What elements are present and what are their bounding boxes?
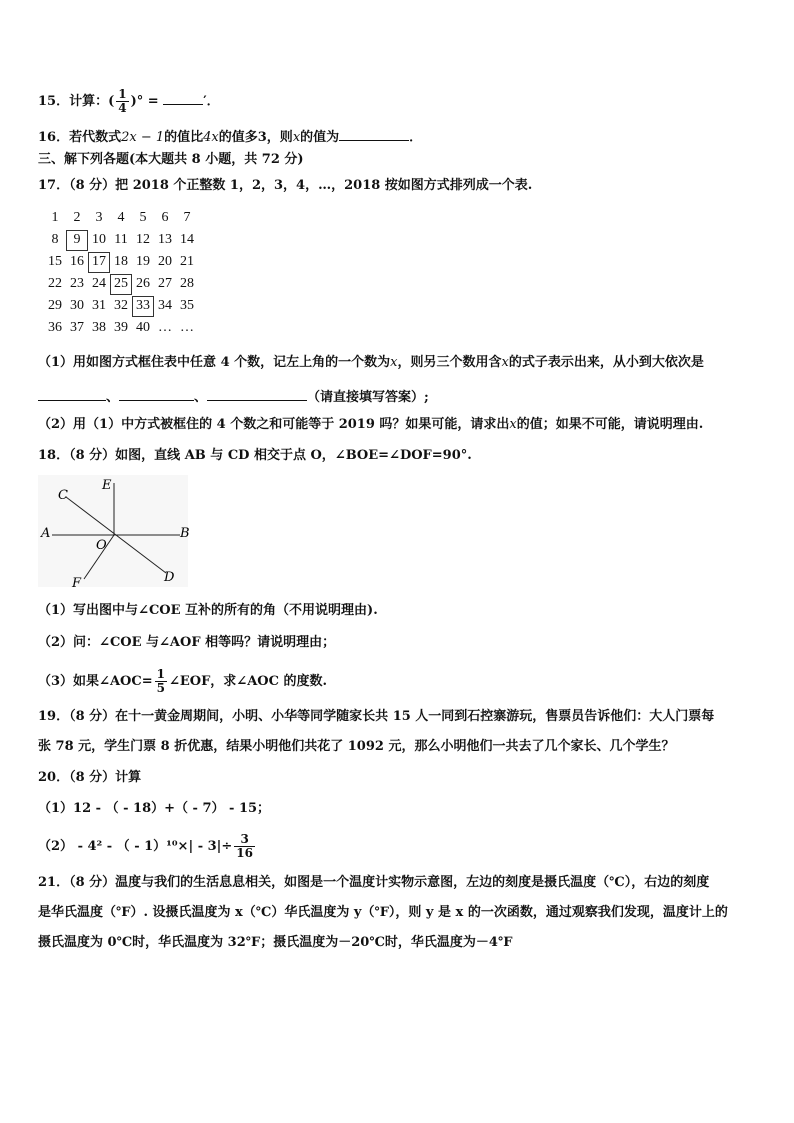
table-cell: 35 [180,298,194,313]
question-20-title: 20．（8 分）计算 [38,770,142,785]
table-cell: 5 [139,210,147,225]
fraction-three-sixteenths: $\frac{3}{16}$ [236,832,253,860]
intersecting-lines-figure [38,475,190,591]
table-cell: 23 [70,276,84,291]
table-cell: … [180,320,194,335]
table-cell: 27 [158,276,172,291]
label-e: E [102,478,112,493]
question-17-part1: （1）用如图方式框住表中任意 4 个数，记左上角的一个数为x，则另三个数用含x的式子表示出来，从小到大依次是 [38,355,704,370]
question-21-line2: 是华氏温度（℉）. 设摄氏温度为 x（℃）华氏温度为 y（℉），则 y 是 x 的一次函数，通过观察我们发现，温度计上的 [38,905,728,920]
label-b: B [180,526,190,541]
question-21-line3: 摄氏温度为 0℃时，华氏温度为 32℉；摄氏温度为－20℃时，华氏温度为－4℉ [38,935,513,950]
table-cell: 32 [114,298,128,313]
question-20-part1: （1）12 - （ - 18）+（ - 7） - 15； [38,801,271,816]
table-cell: 14 [180,232,194,247]
fraction-one-quarter: $\frac{1}{4}$ [118,87,127,115]
table-cell: 24 [92,276,106,291]
table-cell: 15 [48,254,62,269]
answer-blank[interactable] [163,90,203,105]
answer-blank[interactable] [339,126,409,141]
table-cell: 2 [73,210,81,225]
table-cell: 21 [180,254,194,269]
question-20-part2: （2） - 4² - （ - 1）¹⁰×| - 3|÷ $\frac{3}{16}$ [38,832,253,860]
question-19-line2: 张 78 元，学生门票 8 折优惠，结果小明他们共花了 1092 元，那么小明他们一共去了几个家长、几个学生？ [38,739,675,754]
answer-blank[interactable] [207,386,307,401]
question-16: 16．若代数式2x − 1的值比4x的值多3，则x的值为 ． [38,126,422,147]
fraction-one-fifth: $\frac{1}{5}$ [156,667,165,695]
table-cell: 31 [92,298,106,313]
question-21-line1: 21．（8 分）温度与我们的生活息息相关，如图是一个温度计实物示意图，左边的刻度是摄氏温度（℃），右边的刻度 [38,875,710,890]
table-cell: 22 [48,276,62,291]
table-cell: 25 [114,276,128,291]
question-19-line1: 19．（8 分）在十一黄金周期间，小明、小华等同学随家长共 15 人一同到石控寨游玩，售票员告诉他们：大人门票每 [38,709,715,724]
label-d: D [164,570,175,585]
question-17-part2: （2）用（1）中方式被框住的 4 个数之和可能等于 2019 吗？如果可能，请求出x的值；如果不可能，请说明理由. [38,417,704,432]
table-cell: … [158,320,172,335]
label-c: C [58,488,68,503]
table-cell: 12 [136,232,150,247]
frame-box [132,296,154,317]
answer-blank[interactable] [38,386,106,401]
frame-box [66,230,88,251]
label-o: O [96,538,107,553]
table-cell: 37 [70,320,84,335]
question-18-part1: （1）写出图中与∠COE 互补的所有的角（不用说明理由). [38,603,378,618]
table-cell: 39 [114,320,128,335]
table-cell: 8 [51,232,59,247]
table-cell: 34 [158,298,172,313]
question-18-part2: （2）问：∠COE 与∠AOF 相等吗？请说明理由； [38,635,336,650]
lines-diagram [38,475,190,591]
label-a: A [41,526,51,541]
table-cell: 20 [158,254,172,269]
table-cell: 13 [158,232,172,247]
table-cell: 19 [136,254,150,269]
question-18-part3: （3）如果∠AOC= $\frac{1}{5}$ ∠EOF，求∠AOC 的度数. [38,667,328,695]
frame-box [88,252,110,273]
table-cell: 26 [136,276,150,291]
question-18-title: 18．（8 分）如图，直线 AB 与 CD 相交于点 O，∠BOE=∠DOF=90°. [38,448,472,463]
answer-blank[interactable] [119,386,194,401]
table-cell: 30 [70,298,84,313]
table-cell: 33 [136,298,150,313]
table-cell: 3 [95,210,103,225]
table-cell: 40 [136,320,150,335]
table-cell: 29 [48,298,62,313]
question-15: 15．计算：( $\frac{1}{4}$ )° = ′． [38,87,220,115]
table-cell: 38 [92,320,106,335]
table-cell: 9 [73,232,81,247]
table-cell: 17 [92,254,106,269]
table-cell: 7 [183,210,191,225]
table-cell: 36 [48,320,62,335]
table-cell: 16 [70,254,84,269]
question-17-title: 17．（8 分）把 2018 个正整数 1，2，3，4，…，2018 按如图方式排列成一个表. [38,178,533,193]
section-heading: 三、解下列各题(本大题共 8 小题，共 72 分) [38,152,304,167]
table-cell: 18 [114,254,128,269]
table-cell: 4 [117,210,125,225]
table-cell: 6 [161,210,169,225]
table-cell: 11 [114,232,128,247]
frame-box [110,274,132,295]
number-table [44,210,204,342]
table-cell: 10 [92,232,106,247]
table-cell: 1 [51,210,59,225]
table-cell: 28 [180,276,194,291]
question-17-blanks: 、 、 （请直接填写答案）; [38,386,429,407]
label-f: F [72,576,82,591]
